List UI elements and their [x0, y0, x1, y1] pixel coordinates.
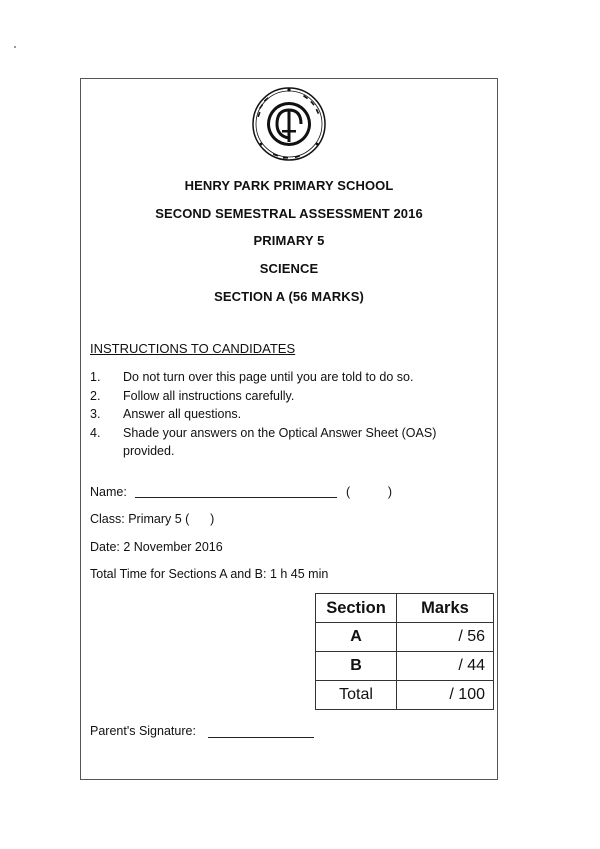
register-number-field[interactable] — [346, 485, 392, 499]
marks-cell[interactable]: / 44 — [397, 652, 494, 681]
name-field[interactable] — [135, 497, 337, 498]
list-item — [90, 405, 490, 424]
marks-cell[interactable]: / 56 — [397, 623, 494, 652]
class-field[interactable]: Class: Primary 5 ( ) — [90, 512, 215, 526]
list-item-text: Follow all instructions carefully. — [123, 388, 295, 403]
name-label: Name: — [90, 485, 127, 499]
list-item-text: Shade your answers on the Optical Answer Sheet (OAS) provided. — [123, 425, 437, 458]
section-cell: B — [316, 652, 397, 681]
list-item — [90, 424, 490, 461]
table-row — [316, 681, 494, 710]
table-header-row — [316, 594, 494, 623]
header-section: Section — [316, 594, 397, 623]
list-item — [90, 387, 490, 406]
table-row — [316, 623, 494, 652]
assessment-title: SECOND SEMESTRAL ASSESSMENT 2016 — [155, 206, 423, 221]
school-name: HENRY PARK PRIMARY SCHOOL — [184, 178, 394, 193]
section-title: SECTION A (56 MARKS) — [214, 289, 364, 304]
instructions-title: INSTRUCTIONS TO CANDIDATES — [90, 341, 296, 356]
signature-field[interactable] — [208, 737, 314, 738]
paren-close: ) — [387, 485, 392, 499]
marks-table — [315, 593, 494, 710]
section-cell-total: Total — [316, 681, 397, 710]
paren-open: ( — [346, 485, 351, 499]
list-item-number: 3. — [90, 407, 101, 421]
header-marks: Marks — [397, 594, 494, 623]
list-item-number: 1. — [90, 370, 101, 384]
scan-speck — [14, 46, 16, 48]
list-item-number: 4. — [90, 425, 101, 440]
subject-title: SCIENCE — [259, 261, 319, 276]
list-item — [90, 368, 490, 387]
signature-label: Parent's Signature: — [90, 724, 196, 738]
list-item-text: Do not turn over this page until you are told to do so. — [123, 370, 414, 384]
section-cell: A — [316, 623, 397, 652]
table-row — [316, 652, 494, 681]
list-item-text: Answer all questions. — [123, 407, 242, 421]
total-time-text: Total Time for Sections A and B: 1 h 45 min — [90, 567, 329, 581]
list-item-number: 2. — [90, 388, 101, 403]
school-crest-icon — [243, 84, 335, 164]
level-title: PRIMARY 5 — [253, 233, 325, 248]
instructions-list — [90, 368, 490, 461]
date-text: Date: 2 November 2016 — [90, 540, 223, 554]
marks-cell-total[interactable]: / 100 — [397, 681, 494, 710]
